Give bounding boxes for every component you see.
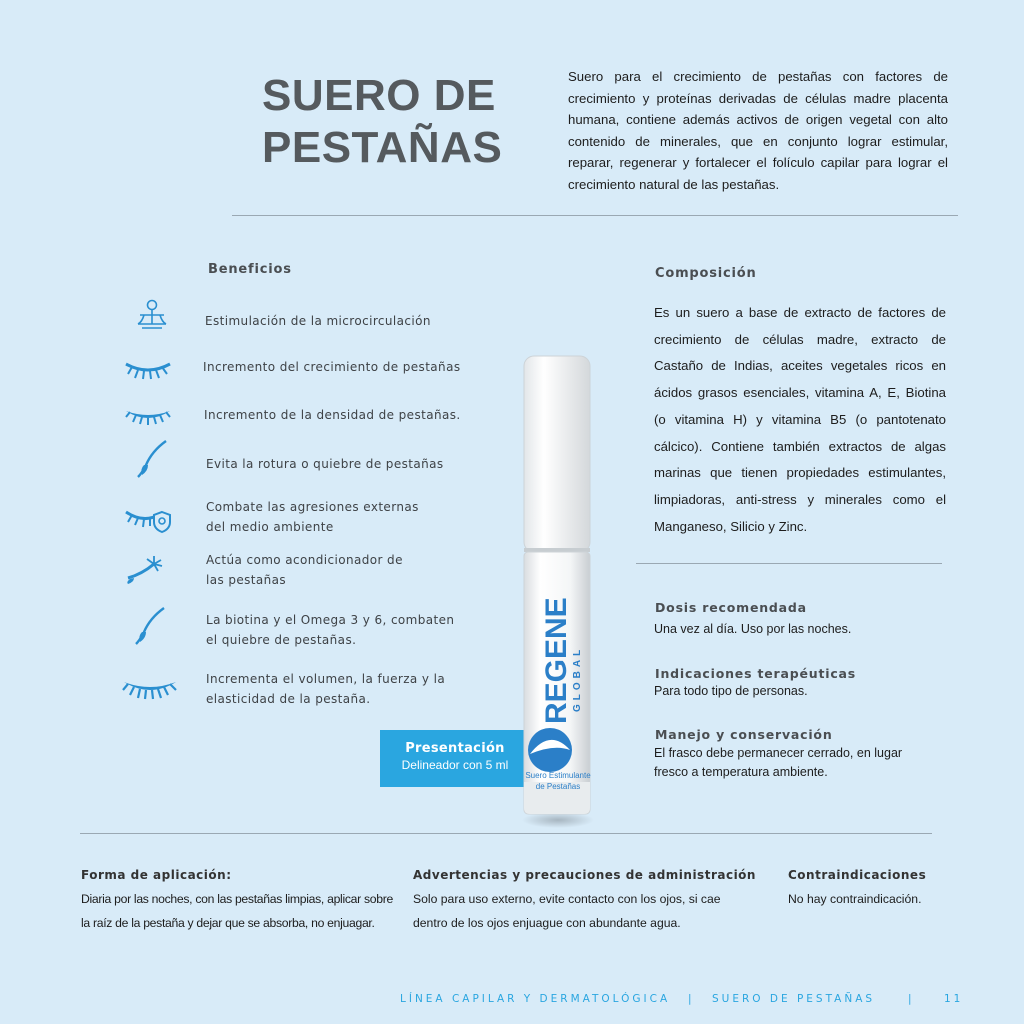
microcirculation-icon — [130, 296, 174, 332]
footer-section-label: SUERO DE PESTAÑAS — [712, 993, 876, 1005]
forma-heading: Forma de aplicación: — [81, 868, 232, 882]
benefit-item: Incrementa el volumen, la fuerza y la elasticidad de la pestaña. — [206, 672, 446, 706]
advertencias-text: Solo para uso externo, evite contacto con los ojos, si cae dentro de los ojos enjuague con abundante agua. — [413, 892, 721, 930]
forma-text: Diaria por las noches, con las pestañas limpias, aplicar sobre la raíz de la pestaña y dejar que se absorba, no enjuagar. — [81, 892, 393, 930]
intro-paragraph: Suero para el crecimiento de pestañas con factores de crecimiento y proteínas derivadas de células madre placenta humana, contiene además activos de origen vegetal con alto contenido de minerales, que en conjunto lograr estimular, reparar, regenerar y fortalecer el folículo capilar para lograr el crecimiento natural de las pestañas. — [568, 69, 948, 192]
benefit-item: Combate las agresiones externas del medio ambiente — [206, 500, 419, 534]
dosis-heading: Dosis recomendada — [655, 600, 807, 615]
manejo-heading: Manejo y conservación — [655, 727, 833, 742]
contra-heading: Contraindicaciones — [788, 868, 927, 882]
product-label-1: Suero Estimulante — [525, 771, 591, 780]
benefit-item: Estimulación de la microcirculación — [205, 314, 431, 328]
benefit-item: Incremento del crecimiento de pestañas — [203, 360, 461, 374]
lash-spark-icon — [124, 552, 168, 588]
footer-page-number: 11 — [944, 993, 964, 1005]
single-lash-icon — [128, 604, 172, 640]
single-lash-icon — [130, 437, 174, 473]
volume-lashes-icon — [122, 670, 166, 706]
regene-logo — [528, 728, 572, 772]
presentation-heading: Presentación — [405, 741, 505, 756]
closed-eye-lashes-icon — [124, 350, 168, 386]
benefit-item: Actúa como acondicionador de las pestañas — [206, 553, 403, 587]
product-tube-image — [510, 352, 606, 832]
benefit-item: La biotina y el Omega 3 y 6, combaten el quiebre de pestañas. — [206, 613, 455, 647]
dosis-text: Una vez al día. Uso por las noches. — [654, 622, 852, 636]
eye-shield-icon — [124, 500, 168, 536]
advertencias-heading: Advertencias y precauciones de administración — [413, 868, 756, 882]
manejo-text: El frasco debe permanecer cerrado, en lugar fresco a temperatura ambiente. — [654, 746, 903, 779]
indicaciones-text: Para todo tipo de personas. — [654, 684, 808, 698]
product-sub-text: GLOBAL — [572, 645, 583, 712]
page-title: SUERO DE PESTAÑAS — [262, 71, 503, 172]
product-label-2: de Pestañas — [535, 782, 581, 791]
presentation-box — [380, 730, 530, 787]
divider-composition — [636, 563, 942, 564]
indicaciones-heading: Indicaciones terapéuticas — [655, 666, 856, 681]
benefits-heading: Beneficios — [208, 262, 292, 277]
divider-bottom — [80, 833, 932, 834]
contra-text: No hay contraindicación. — [788, 892, 922, 906]
composition-heading: Composición — [655, 266, 757, 281]
footer-separator-1: | — [688, 993, 695, 1005]
divider-top — [232, 215, 958, 216]
presentation-text: Delineador con 5 ml — [401, 758, 509, 772]
dense-lashes-icon — [124, 397, 168, 433]
composition-text: Es un suero a base de extracto de factores de crecimiento de células madre, extracto de Castaño de Indias, aceites vegetales ricos en ácidos grasos esenciales, vitamina A, E, Biotina (o vitamina H) y vitamina B5 (o pantotenato cálcico). Contiene también extractos de algas marinas que tienen propiedades estimulantes, limpiadoras, anti-stress y minerales como el Manganeso, Silicio y Zinc. — [654, 305, 946, 534]
benefit-item: Incremento de la densidad de pestañas. — [204, 408, 461, 422]
product-brand-text: REGENE — [540, 597, 573, 724]
footer-separator-2: | — [908, 993, 915, 1005]
benefit-item: Evita la rotura o quiebre de pestañas — [206, 457, 444, 471]
footer-line-label: LÍNEA CAPILAR Y DERMATOLÓGICA — [400, 993, 671, 1005]
